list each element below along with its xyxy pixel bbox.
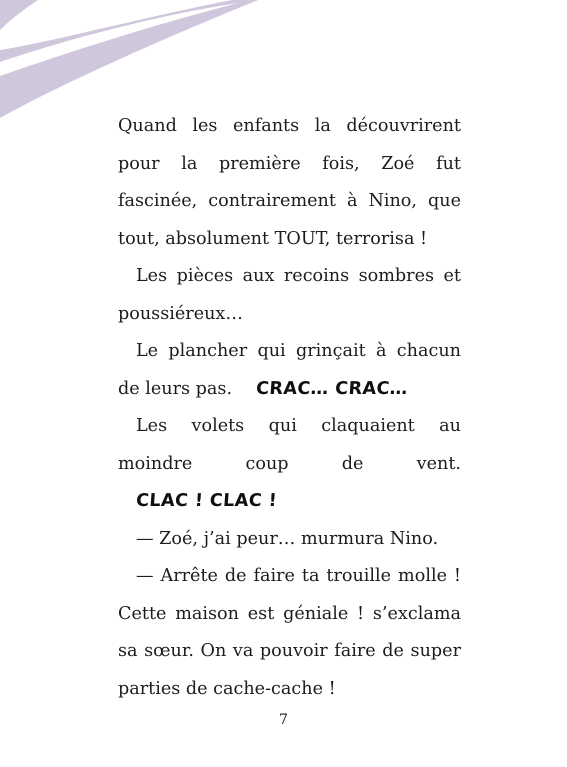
paragraph-discovery: Quand les enfants la découvrirent pour la première fois, Zoé fut fascinée, contrairement à Nino, que tout, absolument TOUT, terrorisa ! xyxy=(118,116,461,249)
paragraph-shutters xyxy=(118,408,461,521)
page-number: 7 xyxy=(279,712,288,728)
shutters-text: Les volets qui claquaient au moindre coup de vent. xyxy=(118,416,461,474)
paragraph-rooms: Les pièces aux recoins sombres et poussiéreux… xyxy=(118,266,461,324)
dialogue-zoe: — Arrête de faire ta trouille molle ! Cette maison est géniale ! s’exclama sa sœur. On va pouvoir faire de super parties de cache-cache ! xyxy=(118,566,461,699)
sound-effect-crac: CRAC… CRAC… xyxy=(254,378,409,399)
paragraph-floor xyxy=(118,333,461,408)
floor-text: Le plancher qui grinçait à chacun de leurs pas. xyxy=(118,341,461,399)
story-text xyxy=(118,108,461,708)
swoosh-band-wide xyxy=(0,0,258,118)
swoosh-band-upper xyxy=(0,0,38,30)
sound-effect-clac: CLAC ! CLAC ! xyxy=(135,491,278,511)
dialogue-nino: — Zoé, j’ai peur… murmura Nino. xyxy=(136,528,439,549)
